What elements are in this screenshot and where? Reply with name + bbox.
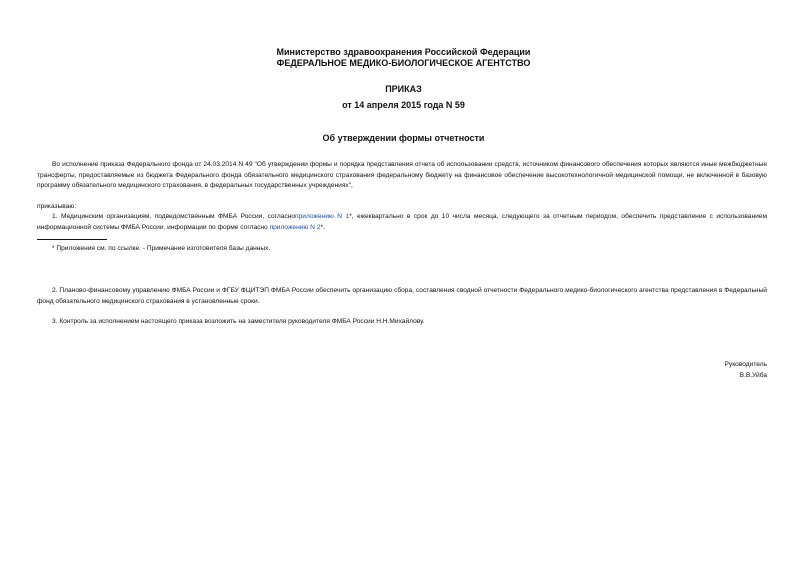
intro-paragraph: Во исполнение приказа Федерального фонда от 24.03.2014 N 49 "Об утверждении формы и порядка представления отчета об использовании средств, источником финансового обеспечения которых являются иные межбюджетные трансферты, предоставляемые из бюджета Федерального фонда обязательного медицинского страхования федеральному бюджету на финансовое обеспечение высокотехнологичной медицинской помощи, не включенной в базовую программу обязательного медицинского страхования, в федеральных государственных учреждениях", xyxy=(37,161,767,189)
appendix-2-link[interactable]: приложению N 2 xyxy=(269,223,321,231)
footnote: * Приложения см. по ссылке. - Примечание изготовителя базы данных. xyxy=(52,245,271,252)
item-1-paragraph xyxy=(37,212,767,233)
item-1-text-c: *. xyxy=(320,223,325,231)
document-type: ПРИКАЗ xyxy=(385,84,422,94)
footnote-divider xyxy=(37,239,107,240)
appendix-1-link[interactable]: приложению N 1 xyxy=(295,213,350,220)
signature-name: В.В.Уйба xyxy=(739,372,767,379)
item-1-text-b: *, ежеквартально в срок до 10 числа месяца, следующего за отчетным периодом, обеспечить представление с использованием информационной системы ФМБА России, информации по форме согласно xyxy=(37,213,767,231)
signature-title: Руководитель xyxy=(724,361,767,368)
agency-title: ФЕДЕРАЛЬНОЕ МЕДИКО-БИОЛОГИЧЕСКОЕ АГЕНТСТВО xyxy=(276,58,531,68)
order-word: приказываю: xyxy=(37,203,77,210)
signature-block xyxy=(725,359,767,381)
document-date-number: от 14 апреля 2015 года N 59 xyxy=(342,100,465,110)
item-1-text-a: 1. Медицинским организациям, подведомственным ФМБА России, согласно xyxy=(52,213,296,220)
document-subject: Об утверждении формы отчетности xyxy=(322,133,485,143)
ministry-title: Министерство здравоохранения Российской Федерации xyxy=(276,47,531,57)
item-2-paragraph: 2. Планово-финансовому управлению ФМБА России и ФГБУ ФЦИТЭП ФМБА России обеспечить организацию сбора, составления сводной отчетности Федерального медико-биологического агентства представления в Федеральный фонд обязательного медицинского страхования в установленные сроки. xyxy=(37,287,767,305)
item-3-paragraph: 3. Контроль за исполнением настоящего приказа возложить на заместителя руководителя ФМБА России Н.Н.Михайлову. xyxy=(52,318,425,325)
